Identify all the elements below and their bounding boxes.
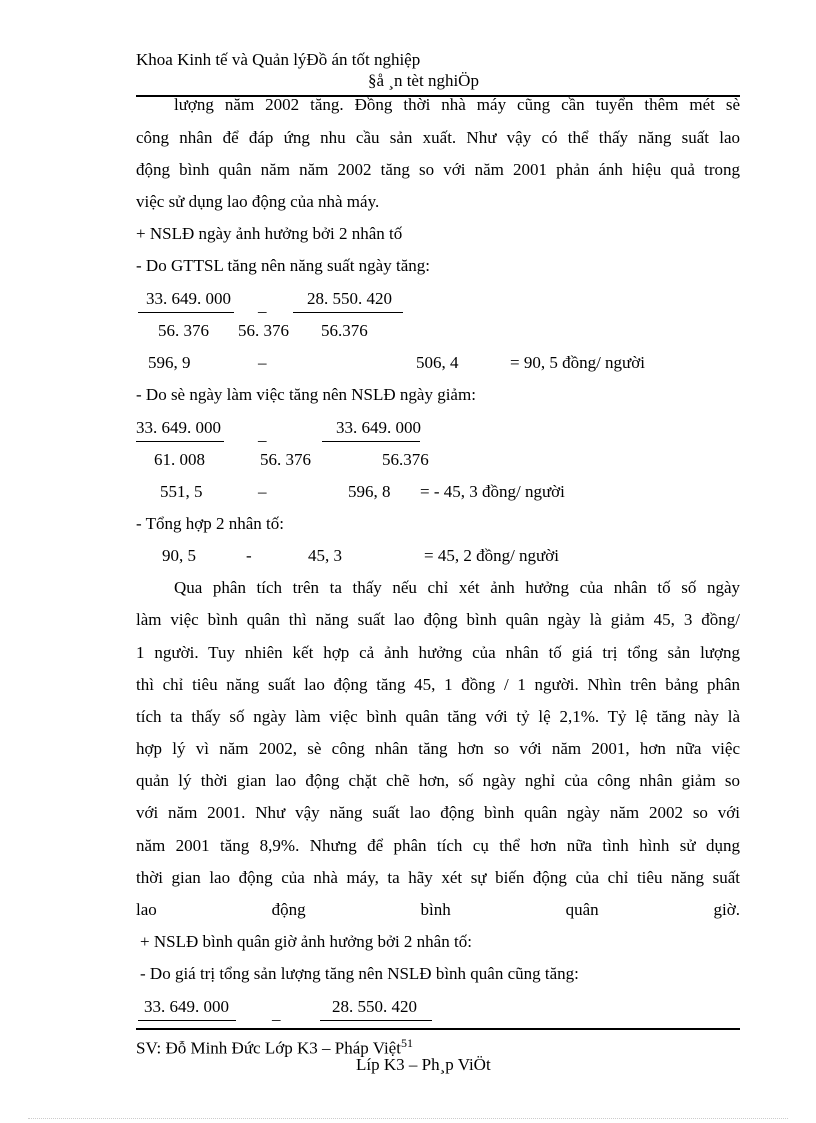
section-heading: + NSLĐ ngày ảnh hưởng bởi 2 nhân tố	[136, 224, 403, 243]
header-title: Khoa Kinh tế và Quản lýĐồ án tốt nghiệp	[136, 50, 421, 69]
section-heading: - Do giá trị tổng sản lượng tăng nên NSLĐ bình quân cũng tăng:	[140, 964, 579, 983]
paragraph-line: thời gian lao động của nhà máy, ta hãy xét sự biến động của chỉ tiêu năng suất	[136, 868, 740, 887]
formula-result: = 90, 5 đồng/ người	[510, 353, 645, 372]
formula-minus: –	[258, 353, 267, 372]
formula-numerator: 33. 649. 000	[144, 997, 229, 1016]
paragraph-line: 1 người. Tuy nhiên kết hợp cả ảnh hưởng của nhân tố giá trị tổng sản lượng	[136, 643, 740, 662]
footer-rule	[136, 1028, 740, 1030]
formula-denominator: 56. 376	[260, 450, 311, 469]
formula-numerator: 28. 550. 420	[332, 997, 417, 1016]
footer-author-encoded: Líp K3 – Ph¸p ViÖt	[356, 1055, 491, 1074]
paragraph-line: việc sử dụng lao động của nhà máy.	[136, 192, 380, 211]
fraction-bar	[136, 441, 224, 442]
formula-value: 45, 3	[308, 546, 342, 565]
formula-denominator: 56.376	[321, 321, 368, 340]
header-title-encoded: §å ¸n tèt nghiÖp	[368, 71, 479, 90]
paragraph-line: Qua phân tích trên ta thấy nếu chỉ xét ảnh hưởng của nhân tố số ngày	[174, 578, 740, 597]
fraction-bar	[320, 1020, 432, 1021]
paragraph-line: lượng năm 2002 tăng. Đồng thời nhà máy cũng cần tuyển thêm mét sè	[174, 95, 740, 114]
paragraph-line: hợp lý vì năm 2002, sè công nhân tăng hơn so với năm 2001, hơn nữa việc	[136, 739, 740, 758]
formula-numerator: 33. 649. 000	[336, 418, 421, 437]
fraction-bar	[138, 312, 234, 313]
section-heading: - Tổng hợp 2 nhân tố:	[136, 514, 284, 533]
formula-denominator: 56. 376	[238, 321, 289, 340]
paragraph-line: công nhân để đáp ứng nhu cầu sản xuất. Như vậy có thể thấy năng suất lao	[136, 128, 740, 147]
formula-value: 596, 8	[348, 482, 391, 501]
section-heading: - Do GTTSL tăng nên năng suất ngày tăng:	[136, 256, 430, 275]
formula-denominator: 61. 008	[154, 450, 205, 469]
formula-value: 596, 9	[148, 353, 191, 372]
footer-author: SV: Đỗ Minh Đức Lớp K3 – Pháp Việt$^{51}$	[136, 1036, 413, 1058]
formula-result: = - 45, 3 đồng/ người	[420, 482, 565, 501]
formula-minus: _	[272, 1004, 281, 1023]
paragraph-line: làm việc bình quân thì năng suất lao động bình quân ngày là giảm 45, 3 đồng/	[136, 610, 740, 629]
formula-numerator: 28. 550. 420	[307, 289, 392, 308]
paragraph-line: thì chỉ tiêu năng suất lao động tăng 45, 1 đồng / 1 người. Nhìn trên bảng phân	[136, 675, 740, 694]
fraction-bar	[293, 312, 403, 313]
formula-minus: _	[258, 296, 267, 315]
formula-value: 90, 5	[162, 546, 196, 565]
formula-numerator: 33. 649. 000	[136, 418, 221, 437]
section-heading: + NSLĐ bình quân giờ ảnh hưởng bởi 2 nhân tố:	[140, 932, 472, 951]
paragraph-line: năm 2001 tăng 8,9%. Nhưng để phân tích cụ thể hơn nữa tình hình sử dụng	[136, 836, 740, 855]
page-number: 51	[400, 1036, 413, 1050]
formula-numerator: 33. 649. 000	[146, 289, 231, 308]
formula-minus: _	[258, 425, 267, 444]
formula-value: 551, 5	[160, 482, 203, 501]
section-heading: - Do sè ngày làm việc tăng nên NSLĐ ngày giảm:	[136, 385, 476, 404]
paragraph-line: tích ta thấy số ngày làm việc bình quân tăng với tỷ lệ 2,1%. Tỷ lệ tăng này là	[136, 707, 740, 726]
paragraph-line: quản lý thời gian lao động chặt chẽ hơn, số ngày nghỉ của công nhân giảm so	[136, 771, 740, 790]
formula-result: = 45, 2 đồng/ người	[424, 546, 559, 565]
paragraph-line: lao động bình quân giờ.	[136, 900, 740, 919]
formula-minus: -	[246, 546, 252, 565]
paragraph-line: động bình quân năm năm 2002 tăng so với năm 2001 phản ánh hiệu quả trong	[136, 160, 740, 179]
formula-denominator: 56. 376	[158, 321, 209, 340]
paragraph-line: với năm 2001. Như vậy năng suất lao động bình quân ngày năm 2002 so với	[136, 803, 740, 822]
formula-minus: –	[258, 482, 267, 501]
fraction-bar	[322, 441, 420, 442]
page-edge-divider	[28, 1118, 788, 1119]
formula-value: 506, 4	[416, 353, 459, 372]
formula-denominator: 56.376	[382, 450, 429, 469]
fraction-bar	[138, 1020, 236, 1021]
